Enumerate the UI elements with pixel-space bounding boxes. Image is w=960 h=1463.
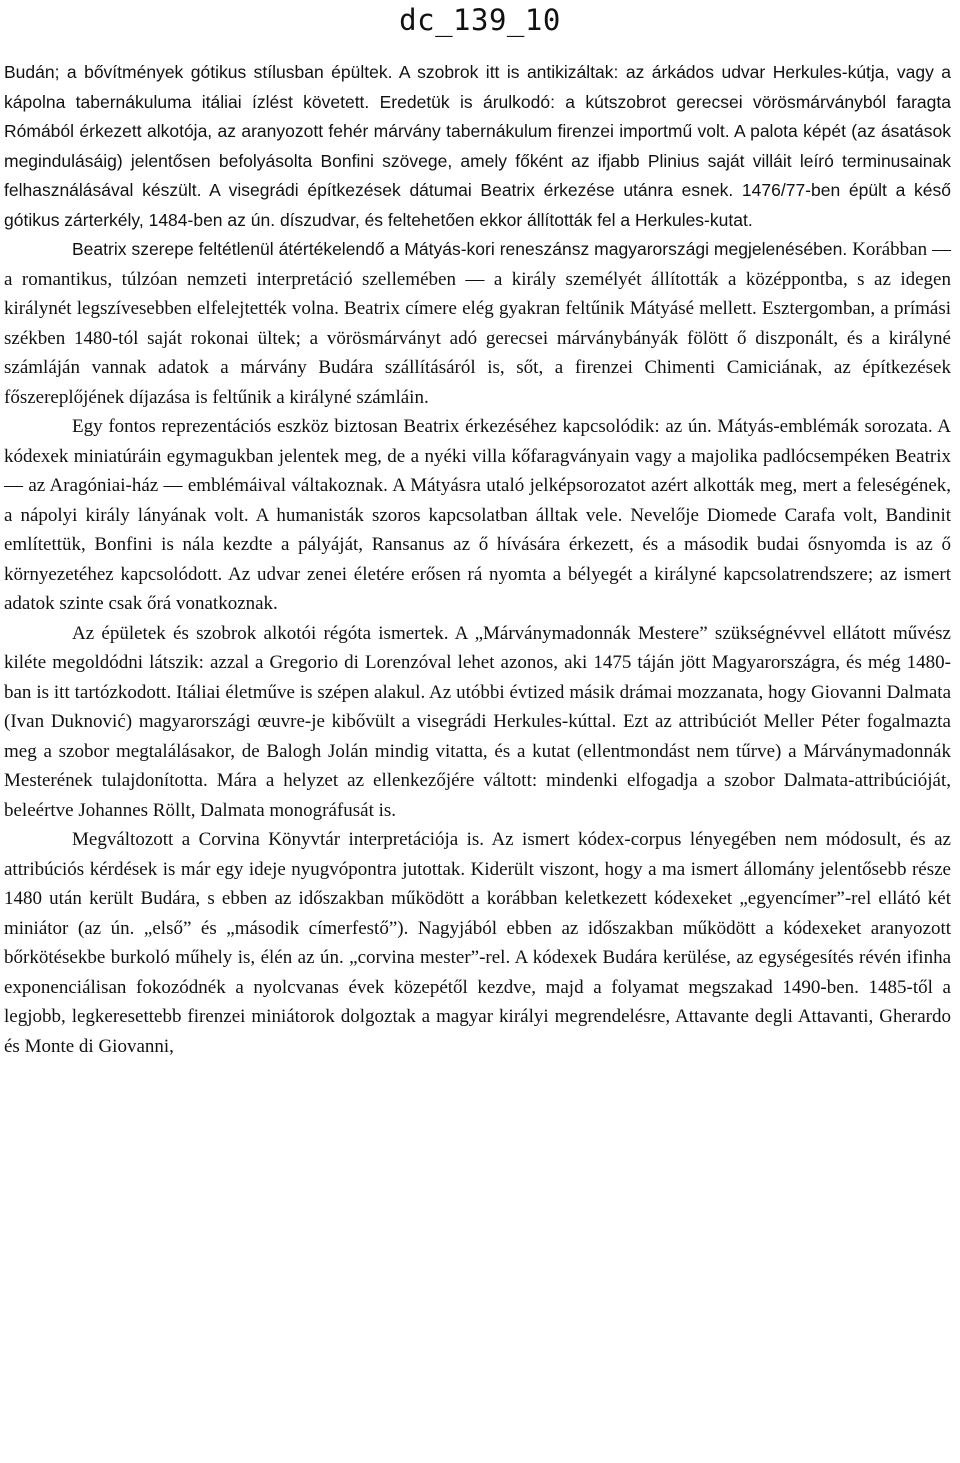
paragraph-3-text: Egy fontos reprezentációs eszköz biztosan Beatrix érkezéséhez kapcsolódik: az ún. Mátyás-emblémák sorozata. A kódexek miniatúráin egymagukban jelentek meg, de a nyéki villa kőfaragványain vagy a majolika padlócsempéken Beatrix — az Aragóniai-ház — emblémáival váltakoznak. A Mátyásra utaló jelképsorozatot azért alkották meg, mert a feleségének, a nápolyi király lányának volt. A humanisták szoros kapcsolatban álltak vele. Nevelője Diomede Carafa volt, Bandinit említettük, Bonfini is nála kezdte a pályáját, Ransanus az ő hívására érkezett, és a második budai ősnyomda is az ő környezetéhez kapcsolódott. Az udvar zenei életére erősen rá nyomta a bélyegét a királyné kapcsolatrendszere; az ismert adatok szinte csak őrá vonatkoznak. — [4, 416, 951, 614]
paragraph-1-text: Budán; a bővítmények gótikus stílusban épültek. A szobrok itt is antikizáltak: az árkádos udvar Herkules-kútja, vagy a kápolna tabernákuluma itáliai ízlést követett. Eredetük is árulkodó: a kútszobrot gerecsei vörösmárványból faragta Rómából érkezett alkotója, az aranyozott fehér márvány tabernákulum firenzei importmű volt. A palota képét (az ásatások megindulásáig) jelentősen befolyásolta Bonfini szövege, amely főként az ifjabb Plinius saját villáit leíró terminusainak felhasználásával készült. A visegrádi építkezések dátumai Beatrix érkezése utánra esnek. 1476/77-ben épült a késő gótikus zárterkély, 1484-ben az ún. díszudvar, és feltehetően ekkor állították fel a Herkules-kutat. — [4, 62, 951, 230]
paragraph-5 — [4, 825, 951, 1061]
paragraph-2-text-serif: Korábban — a romantikus, túlzóan nemzeti interpretáció szellemében — a király személyét állították a középpontba, s az idegen királynét legszívesebben elfelejtették volna. Beatrix címere elég gyakran feltűnik Mátyásé mellett. Esztergomban, a prímási székben 1480-tól saját rokonai ültek; a vörösmárványt adó gerecsei márványbányák fölött ő diszponált, és a királyné számláján vannak adatok a márvány Budára szállításáról is, sőt, a firenzei Chimenti Camiciának, az építkezések főszereplőjének díjazása is feltűnik a királyné számláin. — [4, 239, 951, 408]
paragraph-4 — [4, 619, 951, 826]
paragraph-2-text-sans: Beatrix szerepe feltétlenül átértékelendő a Mátyás-kori reneszánsz magyarországi megjelenésében. — [72, 239, 853, 259]
body-text — [4, 58, 951, 1061]
paragraph-3 — [4, 412, 951, 619]
paragraph-2 — [4, 235, 951, 412]
paragraph-5-text: Megváltozott a Corvina Könyvtár interpretációja is. Az ismert kódex-corpus lényegében nem módosult, és az attribúciós kérdések is már egy ideje nyugvópontra jutottak. Kiderült viszont, hogy a ma ismert állomány jelentősebb része 1480 után került Budára, s ebben az időszakban működött a korábban keletkezett kódexeket „egyencímer”-rel ellátó két miniátor (az ún. „első” és „második címerfestő”). Nagyjából ebben az időszakban működött a kódexeket aranyozott bőrkötésekbe burkoló műhely is, élén az ún. „corvina mester”-rel. A kódexek Budára kerülése, az egységesítés révén ifinha exponenciálisan fokozódnék a nyolcvanas évek közepétől kezdve, majd a folyamat megszakad 1490-ben. 1485-től a legjobb, legkeresettebb firenzei miniátorok dolgoztak a magyar királyi megrendelésre, Attavante degli Attavanti, Gherardo és Monte di Giovanni, — [4, 829, 951, 1057]
paragraph-1 — [4, 58, 951, 235]
document-id-header: dc_139_10 — [399, 3, 561, 37]
paragraph-4-text: Az épületek és szobrok alkotói régóta ismertek. A „Márványmadonnák Mestere” szükségnévvel ellátott művész kiléte megoldódni látszik: azzal a Gregorio di Lorenzóval lehet azonos, aki 1475 táján jött Magyarországra, és még 1480-ban is itt tartózkodott. Itáliai életműve is szépen alakul. Az utóbbi évtized másik drámai mozzanata, hogy Giovanni Dalmata (Ivan Duknović) magyarországi œuvre-je kibővült a visegrádi Herkules-kúttal. Ezt az attribúciót Meller Péter fogalmazta meg a szobor megtalálásakor, de Balogh Jolán mindig vitatta, és a kutat (ellentmondást nem tűrve) a Márványmadonnák Mesterének tulajdonította. Mára a helyzet az ellenkezőjére váltott: mindenki elfogadja a szobor Dalmata-attribúcióját, beleértve Johannes Röllt, Dalmata monográfusát is. — [4, 622, 951, 821]
